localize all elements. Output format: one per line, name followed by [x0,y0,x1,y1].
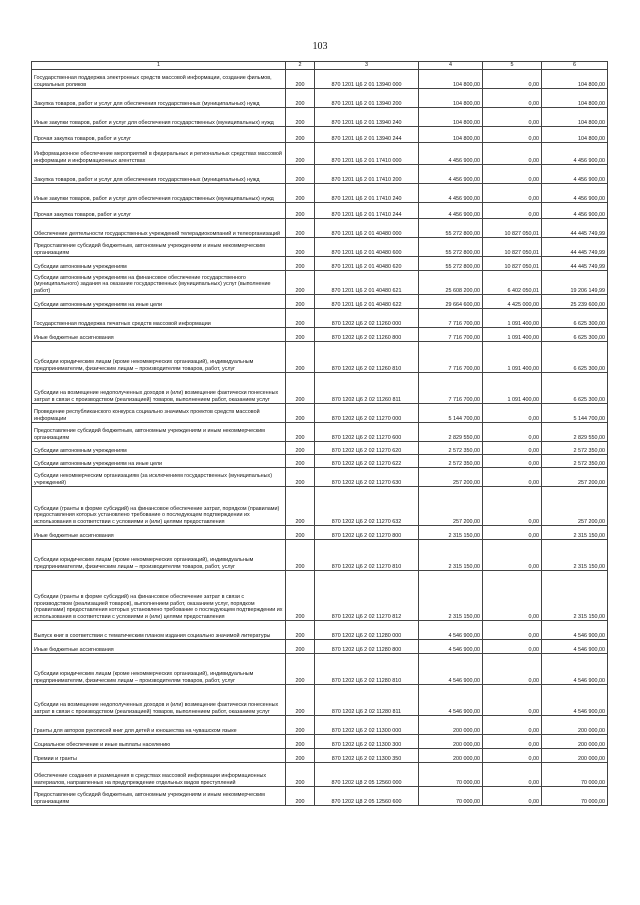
row-budget-code: 870 1202 Ц6 2 02 11260 810 [315,342,419,373]
row-column-2: 200 [286,685,315,716]
row-value-6: 6 625 300,00 [542,309,608,328]
table-row [32,238,608,257]
table-row [32,716,608,735]
row-budget-code: 870 1202 Ц6 2 02 11280 000 [315,621,419,640]
row-budget-code: 870 1201 Ц6 2 01 13940 240 [315,108,419,127]
table-row [32,640,608,654]
row-budget-code: 870 1202 Ц6 2 02 11280 810 [315,654,419,685]
row-budget-code: 870 1202 Ц8 2 05 12560 000 [315,763,419,787]
table-row [32,295,608,309]
row-column-2: 200 [286,455,315,468]
row-name: Государственная поддержка печатных средств массовой информации [32,309,286,328]
row-name: Иные закупки товаров, работ и услуг для обеспечения государственных (муниципальных) нужд [32,108,286,127]
row-value-4: 70 000,00 [419,787,483,806]
row-column-2: 200 [286,309,315,328]
column-header: 2 [286,62,315,70]
row-column-2: 200 [286,763,315,787]
row-budget-code: 870 1201 Ц6 2 01 13940 244 [315,127,419,143]
row-name: Информационное обеспечение мероприятий в федеральных и региональных средствах массовой информации и информационных агентствах [32,143,286,165]
table-row [32,257,608,271]
row-column-2: 200 [286,271,315,295]
row-column-2: 200 [286,540,315,571]
row-value-5: 0,00 [483,571,542,621]
table-row [32,735,608,749]
row-value-6: 200 000,00 [542,735,608,749]
row-value-6: 25 239 600,00 [542,295,608,309]
row-name: Субсидии автономным учреждениям на иные цели [32,295,286,309]
row-column-2: 200 [286,238,315,257]
row-value-4: 4 546 900,00 [419,685,483,716]
row-column-2: 200 [286,487,315,526]
row-name: Предоставление субсидий бюджетным, автономным учреждениям и иным некоммерческим организациям [32,787,286,806]
table-row [32,468,608,487]
row-value-4: 29 664 600,00 [419,295,483,309]
row-name: Предоставление субсидий бюджетным, автономным учреждениям и иным некоммерческим организациям [32,423,286,442]
row-budget-code: 870 1202 Ц6 2 02 11280 800 [315,640,419,654]
row-value-4: 104 800,00 [419,108,483,127]
row-value-4: 4 456 900,00 [419,203,483,219]
row-value-6: 6 625 300,00 [542,342,608,373]
row-budget-code: 870 1201 Ц6 2 01 40480 000 [315,219,419,238]
page-number: 103 [312,41,328,52]
row-value-6: 2 315 150,00 [542,540,608,571]
row-name: Субсидии на возмещение недополученных доходов и (или) возмещение фактически понесенных затрат в связи с производством (реализацией) товаров, выполнением работ, оказанием услуг [32,685,286,716]
row-name: Проведение республиканского конкурса социально значимых проектов средств массовой информации [32,404,286,423]
row-name: Субсидии юридическим лицам (кроме некоммерческих организаций), индивидуальным предпринимателям, физическим лицам – производителям товаров, работ, услуг [32,654,286,685]
row-value-6: 4 456 900,00 [542,165,608,184]
row-budget-code: 870 1202 Ц6 2 02 11270 620 [315,442,419,455]
row-name: Закупка товаров, работ и услуг для обеспечения государственных (муниципальных) нужд [32,165,286,184]
row-value-6: 4 456 900,00 [542,203,608,219]
row-value-5: 0,00 [483,787,542,806]
row-budget-code: 870 1201 Ц6 2 01 17410 200 [315,165,419,184]
row-value-4: 2 572 350,00 [419,442,483,455]
row-value-6: 2 829 550,00 [542,423,608,442]
row-value-4: 257 200,00 [419,487,483,526]
row-value-5: 0,00 [483,540,542,571]
row-column-2: 200 [286,654,315,685]
row-column-2: 200 [286,716,315,735]
row-budget-code: 870 1202 Ц6 2 02 11300 000 [315,716,419,735]
row-column-2: 200 [286,219,315,238]
row-value-5: 0,00 [483,468,542,487]
row-value-5: 6 402 050,01 [483,271,542,295]
row-name: Субсидии автономным учреждениям [32,442,286,455]
row-column-2: 200 [286,621,315,640]
table-row [32,654,608,685]
row-value-4: 7 716 700,00 [419,328,483,342]
row-value-4: 2 315 150,00 [419,540,483,571]
row-column-2: 200 [286,203,315,219]
row-value-4: 7 716 700,00 [419,342,483,373]
row-value-5: 0,00 [483,184,542,203]
row-budget-code: 870 1201 Ц6 2 01 40480 621 [315,271,419,295]
row-value-4: 4 456 900,00 [419,184,483,203]
row-budget-code: 870 1202 Ц6 2 02 11270 812 [315,571,419,621]
table-row [32,423,608,442]
table-row [32,203,608,219]
table-row [32,342,608,373]
table-row [32,89,608,108]
row-value-6: 4 546 900,00 [542,640,608,654]
row-value-6: 104 800,00 [542,89,608,108]
table-row [32,487,608,526]
table-row [32,108,608,127]
row-value-6: 44 445 749,99 [542,257,608,271]
row-value-4: 25 608 200,00 [419,271,483,295]
row-name: Иные бюджетные ассигнования [32,526,286,540]
row-name: Прочая закупка товаров, работ и услуг [32,203,286,219]
row-value-6: 200 000,00 [542,749,608,763]
row-column-2: 200 [286,787,315,806]
row-value-6: 6 625 300,00 [542,328,608,342]
table-row [32,404,608,423]
row-value-6: 44 445 749,99 [542,219,608,238]
row-value-4: 55 272 800,00 [419,238,483,257]
row-value-4: 2 572 350,00 [419,455,483,468]
row-name: Обеспечение деятельности государственных учреждений телерадиокомпаний и телеорганизаций [32,219,286,238]
row-name: Субсидии некоммерческим организациям (за исключением государственных (муниципальных) учреждений) [32,468,286,487]
row-value-5: 0,00 [483,423,542,442]
row-value-5: 0,00 [483,763,542,787]
table-row [32,571,608,621]
row-value-5: 0,00 [483,526,542,540]
row-column-2: 200 [286,143,315,165]
table-row [32,621,608,640]
row-column-2: 200 [286,165,315,184]
row-name: Прочая закупка товаров, работ и услуг [32,127,286,143]
row-value-6: 257 200,00 [542,468,608,487]
row-value-5: 0,00 [483,640,542,654]
row-column-2: 200 [286,640,315,654]
row-value-4: 4 546 900,00 [419,621,483,640]
table-row [32,763,608,787]
table-row [32,127,608,143]
row-value-5: 1 091 400,00 [483,309,542,328]
row-value-4: 200 000,00 [419,749,483,763]
table-row [32,685,608,716]
row-value-5: 0,00 [483,735,542,749]
row-value-6: 4 456 900,00 [542,184,608,203]
row-budget-code: 870 1201 Ц6 2 01 13940 000 [315,70,419,89]
row-name: Государственная поддержка электронных средств массовой информации, создание фильмов, социальных роликов [32,70,286,89]
row-value-4: 55 272 800,00 [419,219,483,238]
row-value-4: 4 456 900,00 [419,143,483,165]
row-value-4: 104 800,00 [419,127,483,143]
row-budget-code: 870 1201 Ц6 2 01 40480 620 [315,257,419,271]
row-budget-code: 870 1202 Ц6 2 02 11260 800 [315,328,419,342]
row-value-6: 104 800,00 [542,108,608,127]
row-name: Субсидии (гранты в форме субсидий) на финансовое обеспечение затрат в связи с производством (реализацией товаров), выполнением работ, оказанием услуг, порядком (правилами) предоставления которых установлено требование о последующем подтверждении их использования в соответствии с условиями и (или) целями предоставления [32,571,286,621]
row-value-5: 0,00 [483,716,542,735]
row-value-5: 0,00 [483,127,542,143]
row-name: Субсидии на возмещение недополученных доходов и (или) возмещение фактически понесенных затрат в связи с производством (реализацией) товаров, выполнением работ, оказанием услуг [32,373,286,404]
row-value-5: 1 091 400,00 [483,373,542,404]
row-budget-code: 870 1202 Ц6 2 02 11270 810 [315,540,419,571]
row-value-6: 2 315 150,00 [542,571,608,621]
row-value-6: 104 800,00 [542,70,608,89]
row-value-5: 0,00 [483,654,542,685]
row-budget-code: 870 1201 Ц6 2 01 17410 244 [315,203,419,219]
row-column-2: 200 [286,328,315,342]
row-name: Премии и гранты [32,749,286,763]
row-budget-code: 870 1201 Ц6 2 01 17410 000 [315,143,419,165]
row-value-5: 1 091 400,00 [483,328,542,342]
row-name: Социальное обеспечение и иные выплаты населению [32,735,286,749]
row-value-5: 0,00 [483,143,542,165]
row-value-5: 0,00 [483,165,542,184]
row-value-6: 2 572 350,00 [542,442,608,455]
row-name: Субсидии юридическим лицам (кроме некоммерческих организаций), индивидуальным предпринимателям, физическим лицам – производителям товаров, работ, услуг [32,540,286,571]
row-name: Иные закупки товаров, работ и услуг для обеспечения государственных (муниципальных) нужд [32,184,286,203]
budget-table [31,61,608,806]
table-row [32,309,608,328]
row-value-6: 19 206 149,99 [542,271,608,295]
row-name: Субсидии (гранты в форме субсидий) на финансовое обеспечение затрат, порядком (правилами) предоставления которых установлено требование о последующем подтверждении их использования в соответствии с условиями и (или) целями предоставления [32,487,286,526]
row-column-2: 200 [286,342,315,373]
row-budget-code: 870 1202 Ц6 2 02 11270 630 [315,468,419,487]
row-value-5: 0,00 [483,70,542,89]
row-value-6: 4 546 900,00 [542,685,608,716]
row-column-2: 200 [286,108,315,127]
row-column-2: 200 [286,89,315,108]
row-column-2: 200 [286,468,315,487]
row-value-4: 4 456 900,00 [419,165,483,184]
table-row [32,787,608,806]
row-value-5: 0,00 [483,487,542,526]
column-header: 4 [419,62,483,70]
row-value-5: 0,00 [483,685,542,716]
row-value-4: 70 000,00 [419,763,483,787]
row-value-5: 4 425 000,00 [483,295,542,309]
row-value-4: 55 272 800,00 [419,257,483,271]
row-column-2: 200 [286,70,315,89]
row-budget-code: 870 1202 Ц6 2 02 11260 000 [315,309,419,328]
row-value-6: 2 315 150,00 [542,526,608,540]
row-name: Субсидии автономным учреждениям на финансовое обеспечение государственного (муниципального) задания на оказание государственных (муниципальных) услуг (выполнение работ) [32,271,286,295]
row-value-6: 44 445 749,99 [542,238,608,257]
row-value-6: 4 456 900,00 [542,143,608,165]
row-column-2: 200 [286,373,315,404]
row-value-5: 10 827 050,01 [483,219,542,238]
table-row [32,373,608,404]
row-name: Выпуск книг в соответствии с тематическим планом издания социально значимой литературы [32,621,286,640]
row-column-2: 200 [286,127,315,143]
row-budget-code: 870 1202 Ц6 2 02 11270 600 [315,423,419,442]
row-column-2: 200 [286,184,315,203]
row-budget-code: 870 1202 Ц6 2 02 11280 811 [315,685,419,716]
row-budget-code: 870 1201 Ц6 2 01 40480 600 [315,238,419,257]
row-value-4: 4 546 900,00 [419,640,483,654]
row-budget-code: 870 1202 Ц6 2 02 11270 800 [315,526,419,540]
table-row [32,165,608,184]
column-header: 5 [483,62,542,70]
table-row [32,70,608,89]
row-value-5: 0,00 [483,455,542,468]
row-value-6: 70 000,00 [542,787,608,806]
column-header: 1 [32,62,286,70]
row-column-2: 200 [286,735,315,749]
row-column-2: 200 [286,526,315,540]
row-name: Закупка товаров, работ и услуг для обеспечения государственных (муниципальных) нужд [32,89,286,108]
row-name: Субсидии автономным учреждениям [32,257,286,271]
row-column-2: 200 [286,404,315,423]
row-budget-code: 870 1202 Ц8 2 05 12560 600 [315,787,419,806]
row-value-6: 5 144 700,00 [542,404,608,423]
table-row [32,271,608,295]
row-budget-code: 870 1202 Ц6 2 02 11270 632 [315,487,419,526]
row-budget-code: 870 1202 Ц6 2 02 11300 350 [315,749,419,763]
row-name: Предоставление субсидий бюджетным, автономным учреждениям и иным некоммерческим организациям [32,238,286,257]
row-name: Обеспечение создания и размещения в средствах массовой информации информационных материалов, направленных на предупреждение отдельных видов преступлений [32,763,286,787]
row-value-4: 5 144 700,00 [419,404,483,423]
row-value-4: 104 800,00 [419,70,483,89]
row-value-4: 2 315 150,00 [419,526,483,540]
table-row [32,219,608,238]
row-value-6: 6 625 300,00 [542,373,608,404]
row-column-2: 200 [286,423,315,442]
row-value-4: 2 829 550,00 [419,423,483,442]
row-value-5: 10 827 050,01 [483,257,542,271]
row-value-5: 0,00 [483,621,542,640]
row-value-6: 200 000,00 [542,716,608,735]
row-name: Гранты для авторов рукописей книг для детей и юношества на чувашском языке [32,716,286,735]
row-value-4: 200 000,00 [419,735,483,749]
row-value-5: 0,00 [483,108,542,127]
row-budget-code: 870 1202 Ц6 2 02 11270 622 [315,455,419,468]
table-row [32,143,608,165]
row-column-2: 200 [286,295,315,309]
row-value-4: 200 000,00 [419,716,483,735]
row-value-6: 4 546 900,00 [542,621,608,640]
row-column-2: 200 [286,749,315,763]
row-value-6: 2 572 350,00 [542,455,608,468]
row-value-5: 1 091 400,00 [483,342,542,373]
row-budget-code: 870 1202 Ц6 2 02 11270 000 [315,404,419,423]
row-name: Иные бюджетные ассигнования [32,328,286,342]
row-name: Субсидии автономным учреждениям на иные цели [32,455,286,468]
row-budget-code: 870 1202 Ц6 2 02 11260 811 [315,373,419,404]
table-body [32,70,608,806]
column-header: 6 [542,62,608,70]
row-name: Иные бюджетные ассигнования [32,640,286,654]
row-value-5: 0,00 [483,89,542,108]
row-column-2: 200 [286,571,315,621]
row-value-5: 0,00 [483,404,542,423]
table-row [32,526,608,540]
row-value-4: 4 546 900,00 [419,654,483,685]
row-column-2: 200 [286,257,315,271]
row-value-4: 7 716 700,00 [419,309,483,328]
table-row [32,749,608,763]
row-value-5: 0,00 [483,749,542,763]
row-value-6: 70 000,00 [542,763,608,787]
row-budget-code: 870 1201 Ц6 2 01 40480 622 [315,295,419,309]
row-value-6: 257 200,00 [542,487,608,526]
row-value-5: 0,00 [483,442,542,455]
table-row [32,540,608,571]
row-budget-code: 870 1201 Ц6 2 01 13940 200 [315,89,419,108]
row-budget-code: 870 1201 Ц6 2 01 17410 240 [315,184,419,203]
row-name: Субсидии юридическим лицам (кроме некоммерческих организаций), индивидуальным предпринимателям, физическим лицам – производителям товаров, работ, услуг [32,342,286,373]
row-value-4: 2 315 150,00 [419,571,483,621]
column-header: 3 [315,62,419,70]
row-value-4: 104 800,00 [419,89,483,108]
table-row [32,442,608,455]
row-column-2: 200 [286,442,315,455]
row-value-4: 7 716 700,00 [419,373,483,404]
table-row [32,184,608,203]
table-row [32,328,608,342]
row-value-6: 4 546 900,00 [542,654,608,685]
table-row [32,455,608,468]
row-value-5: 10 827 050,01 [483,238,542,257]
row-value-5: 0,00 [483,203,542,219]
row-budget-code: 870 1202 Ц6 2 02 11300 300 [315,735,419,749]
row-value-6: 104 800,00 [542,127,608,143]
row-value-4: 257 200,00 [419,468,483,487]
header-row [32,62,608,70]
